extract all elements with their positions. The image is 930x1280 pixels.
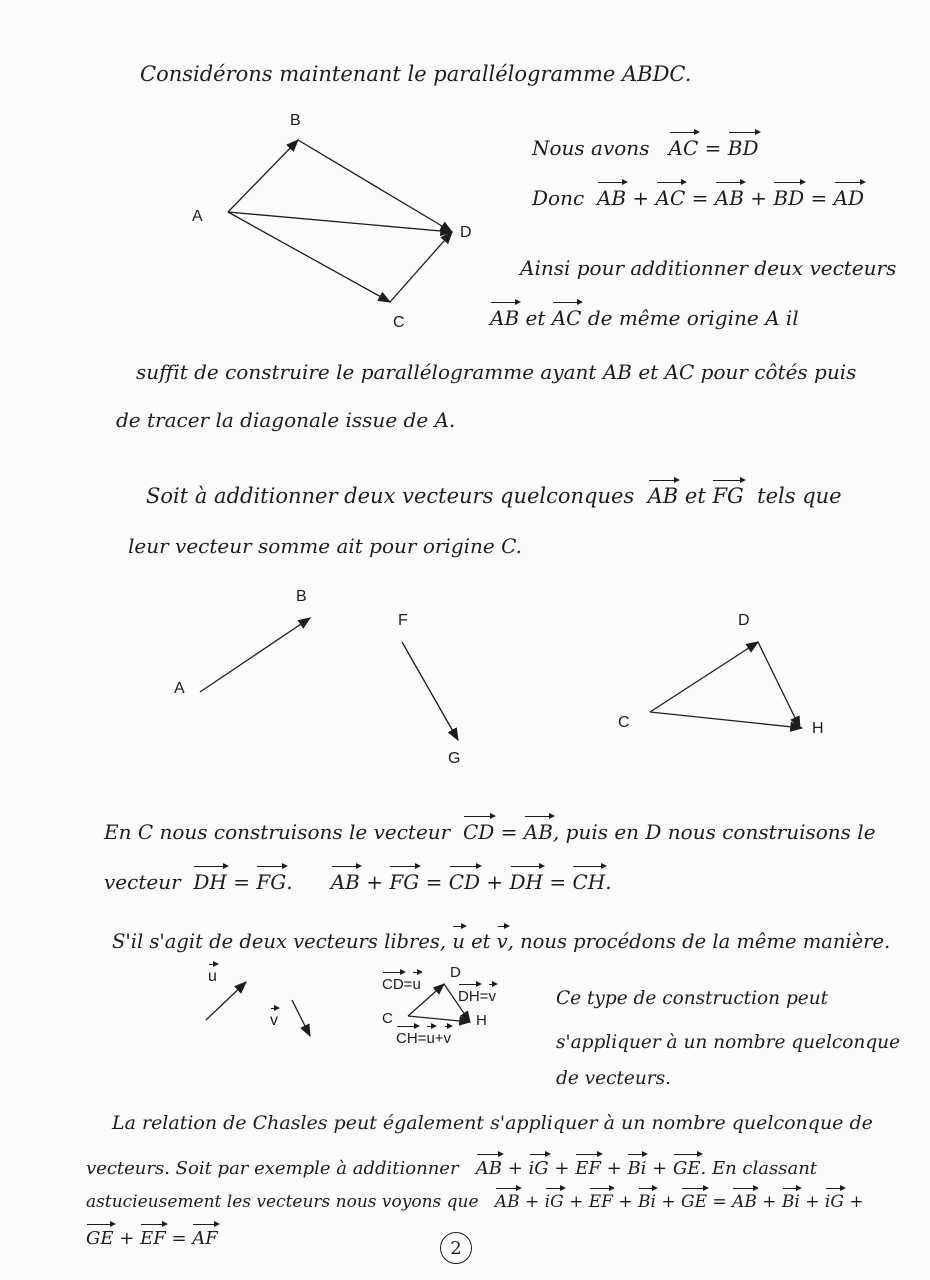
- vec-AB: AB: [494, 1192, 520, 1212]
- para5-line2: [86, 1158, 817, 1179]
- eq1-prefix: Nous avons: [532, 136, 650, 160]
- vec-AC: AC: [655, 186, 686, 210]
- para3-line1-end: , puis en D nous construisons le: [552, 820, 876, 844]
- plus: +: [652, 1158, 668, 1179]
- vector-DH-triangle: [758, 642, 800, 728]
- eq2-plus-1: +: [632, 186, 650, 210]
- period: .: [605, 870, 612, 894]
- vec-u: u: [208, 968, 217, 985]
- vec-DH: DH: [193, 870, 227, 894]
- para5-line1: La relation de Chasles peut également s'appliquer à un nombre quelconque de: [112, 1112, 873, 1134]
- vec-AC: AC: [551, 306, 582, 330]
- plus: +: [507, 1158, 523, 1179]
- vec-v: v: [270, 1012, 278, 1029]
- vector-u-free: [206, 982, 246, 1020]
- side-note-line2: s'appliquer à un nombre quelconque: [556, 1032, 901, 1053]
- plus: +: [618, 1192, 633, 1212]
- para2-line1-text: Soit à additionner deux vecteurs quelconques: [146, 484, 635, 508]
- vector-v-free: [292, 1000, 310, 1036]
- word-et: et: [684, 484, 706, 508]
- vec-u: u: [412, 976, 421, 993]
- vec-BD: BD: [773, 186, 805, 210]
- vector-CD-triangle: [650, 642, 758, 712]
- point-label-A: A: [174, 680, 185, 697]
- equals: =: [417, 1030, 427, 1047]
- equals: =: [549, 870, 567, 894]
- label-ch-eq-u-plus-v: [396, 1030, 451, 1047]
- para4-text-c: , nous procédons de la même manière.: [507, 930, 891, 953]
- vec-FG: FG: [712, 484, 744, 508]
- vec-FG: FG: [256, 870, 287, 894]
- vec-EF: EF: [588, 1192, 613, 1212]
- vec-AB: AB: [475, 1158, 502, 1179]
- vector-AC: [228, 212, 390, 302]
- vec-DH: DH: [458, 988, 480, 1005]
- vector-CH-small: [408, 1016, 470, 1022]
- para3-line1-text: En C nous construisons le vecteur: [104, 820, 451, 844]
- side-note-line3: de vecteurs.: [556, 1068, 671, 1089]
- point-label-C: C: [618, 714, 630, 731]
- plus: +: [569, 1192, 584, 1212]
- vec-v: v: [488, 988, 496, 1005]
- para4-line: [112, 930, 890, 953]
- equals: =: [500, 820, 518, 844]
- vec-v: v: [443, 1030, 452, 1047]
- vec-GE: GE: [86, 1228, 114, 1249]
- para2-line1-end: tels que: [757, 484, 842, 508]
- label-u: [208, 968, 217, 986]
- point-label-C: C: [393, 314, 405, 331]
- vec-AB: AB: [523, 820, 553, 844]
- vec-CD: CD: [382, 976, 404, 993]
- para5-line3-text: astucieusement les vecteurs nous voyons que: [86, 1192, 479, 1212]
- vec-iG: iG: [824, 1192, 844, 1212]
- label-cd-eq-u: [382, 976, 421, 993]
- vector-AB-free: [200, 618, 310, 692]
- equals: =: [403, 976, 413, 993]
- equals: =: [479, 988, 489, 1005]
- vec-GE: GE: [681, 1192, 708, 1212]
- vec-AB: AB: [490, 306, 520, 330]
- vec-Bi: Bi: [638, 1192, 656, 1212]
- vec-AB: AB: [330, 870, 360, 894]
- vec-u: u: [426, 1030, 435, 1047]
- period: .: [286, 870, 293, 894]
- point-label-G: G: [448, 750, 461, 767]
- vec-AC: AC: [668, 136, 699, 160]
- para5-line2-text: vecteurs. Soit par exemple à additionner: [86, 1158, 459, 1179]
- vec-AD: AD: [833, 186, 865, 210]
- point-label-H: H: [812, 720, 824, 737]
- para5-line3: [86, 1192, 864, 1212]
- vec-FG: FG: [389, 870, 420, 894]
- point-label-A: A: [192, 208, 203, 225]
- vec-CD: CD: [462, 820, 495, 844]
- plus: +: [486, 870, 504, 894]
- point-label-F: F: [398, 612, 408, 629]
- plus: +: [606, 1158, 622, 1179]
- eq2-equals-2: =: [810, 186, 828, 210]
- vec-AB: AB: [714, 186, 744, 210]
- side-note-line1: Ce type de construction peut: [556, 988, 829, 1009]
- vec-iG: iG: [544, 1192, 564, 1212]
- word-et: et: [525, 306, 546, 330]
- equation-1: [532, 136, 759, 160]
- page-number-text: 2: [450, 1237, 462, 1259]
- plus: +: [434, 1030, 444, 1047]
- point-label-B: B: [290, 112, 301, 129]
- vec-Bi: Bi: [781, 1192, 800, 1212]
- vector-AB: [228, 140, 298, 212]
- para3-line2: [104, 870, 612, 894]
- vector-FG-free: [402, 642, 458, 740]
- point-label-D: D: [460, 224, 472, 241]
- para3-line1: [104, 820, 876, 844]
- point-label-C: C: [382, 1010, 393, 1027]
- heading-line: Considérons maintenant le parallélogramme ABDC.: [140, 62, 692, 86]
- plus: +: [119, 1228, 135, 1249]
- vector-AD: [228, 212, 452, 232]
- segment-CD: [390, 232, 452, 302]
- eq2-equals-1: =: [691, 186, 709, 210]
- label-dh-eq-v: [458, 988, 496, 1005]
- equation-2: [532, 186, 864, 210]
- vec-iG: iG: [528, 1158, 549, 1179]
- para1-line2: [490, 306, 799, 330]
- plus: +: [554, 1158, 570, 1179]
- vec-CH: CH: [572, 870, 606, 894]
- vec-EF: EF: [575, 1158, 601, 1179]
- equals: =: [171, 1228, 187, 1249]
- vec-CH: CH: [396, 1030, 418, 1047]
- vec-BD: BD: [727, 136, 759, 160]
- vec-v: v: [496, 930, 508, 953]
- word-vecteur: vecteur: [104, 870, 181, 894]
- vec-AB: AB: [732, 1192, 757, 1212]
- plus: +: [762, 1192, 777, 1212]
- para2-line2: leur vecteur somme ait pour origine C.: [128, 534, 523, 558]
- point-label-H: H: [476, 1012, 487, 1029]
- para5-line4: [86, 1228, 218, 1249]
- vec-AB: AB: [647, 484, 679, 508]
- plus: +: [849, 1192, 864, 1212]
- vec-DH: DH: [509, 870, 543, 894]
- point-label-B: B: [296, 588, 307, 605]
- equals: =: [712, 1192, 727, 1212]
- eq1-equals: =: [704, 136, 722, 160]
- vector-CH-triangle: [650, 712, 802, 728]
- eq2-plus-2: +: [750, 186, 768, 210]
- para4-text-a: S'il s'agit de deux vecteurs libres,: [112, 930, 447, 953]
- para1-line2-rest: de même origine A il: [587, 306, 799, 330]
- para1-line1: Ainsi pour additionner deux vecteurs: [520, 256, 897, 280]
- plus: +: [805, 1192, 820, 1212]
- para1-line3: suffit de construire le parallélogramme ayant AB et AC pour côtés puis: [136, 360, 857, 384]
- para5-line2-end: . En classant: [700, 1158, 818, 1179]
- segment-BD: [298, 140, 452, 232]
- vec-Bi: Bi: [627, 1158, 647, 1179]
- equals: =: [425, 870, 443, 894]
- vec-u: u: [452, 930, 465, 953]
- vec-CD: CD: [448, 870, 481, 894]
- para2-line1: [146, 484, 842, 508]
- page-number: [440, 1232, 472, 1264]
- equals: =: [233, 870, 250, 894]
- vec-EF: EF: [140, 1228, 166, 1249]
- vec-AF: AF: [192, 1228, 218, 1249]
- plus: +: [366, 870, 383, 894]
- vec-AB: AB: [596, 186, 627, 210]
- vec-GE: GE: [672, 1158, 701, 1179]
- point-label-D: D: [738, 612, 750, 629]
- eq2-prefix: Donc: [532, 186, 585, 210]
- point-label-D: D: [450, 964, 461, 981]
- para1-line4: de tracer la diagonale issue de A.: [116, 408, 456, 432]
- plus: +: [524, 1192, 540, 1212]
- label-v: [270, 1012, 278, 1030]
- plus: +: [661, 1192, 676, 1212]
- word-et: et: [471, 930, 491, 953]
